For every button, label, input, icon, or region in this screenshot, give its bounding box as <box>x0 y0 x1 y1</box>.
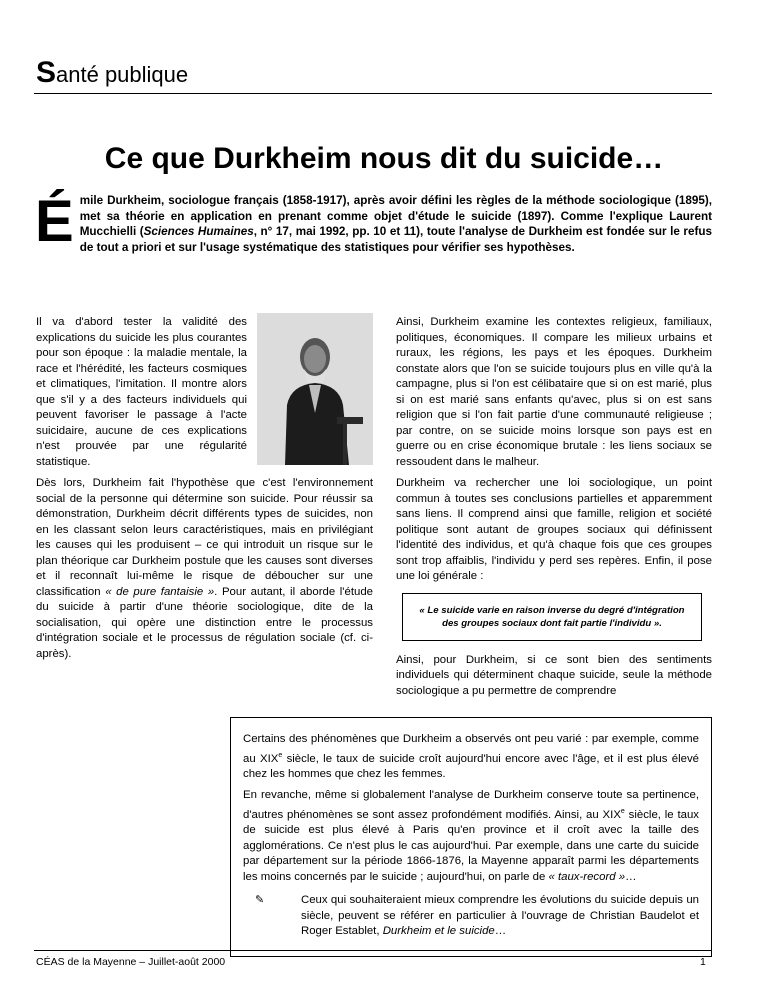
page-number: 1 <box>700 956 706 968</box>
portrait-image <box>257 313 373 465</box>
law-quote-box: « Le suicide varie en raison inverse du degré d'intégration des groupes sociaux dont fait partie l'individu ». <box>402 593 702 641</box>
drop-cap: É <box>35 189 74 254</box>
right-paragraph-1: Ainsi, Durkheim examine les contextes religieux, familiaux, politiques, économiques. Il compare les milieux urbains et ruraux, les régions, les pays et les époques. Durkheim constate alors que l'on se suicide toujours plus en ville qu'à la campagne, plus si l'on est célibataire que si on est marié, plus si on est marié sans enfants qu'avec, plus si on est sans religion que si l'on fait partie d'une communauté religieuse ; par contre, on se suicide moins lorsque son pays est en guerre ou en crise économique brutale : les liens sociaux se ressoudent dans le malheur. <box>396 316 712 468</box>
left-paragraph-2 <box>36 476 373 662</box>
header-rule <box>34 93 712 94</box>
lead-paragraph <box>35 189 712 255</box>
note-text-a: Ceux qui souhaiteraient mieux comprendre les évolutions du suicide depuis un siècle, peuvent se référer en particulier à l'ouvrage de Christian Baudelot et Roger Establet, <box>301 894 699 938</box>
box-p2-text-a: En revanche, même si globalement l'analyse de Durkheim conserve toute sa pertinence, d'autres phénomènes se sont assez profondément modifiés. Ainsi, au XIX <box>243 789 699 821</box>
section-header-rest: anté publique <box>56 62 189 87</box>
box-p2-text-c: … <box>625 870 637 883</box>
footer-rule <box>34 950 712 951</box>
note-book-title: Durkheim et le suicide <box>382 925 495 938</box>
right-column <box>396 315 712 705</box>
box-paragraph-2 <box>243 788 699 885</box>
pencil-icon: ✎ <box>255 894 265 907</box>
box-p1-text-b: siècle, le taux de suicide croît aujourd'hui encore avec l'âge, et il est plus élevé chez les hommes que chez les femmes. <box>243 752 700 780</box>
left-p2-text-b: . Pour autant, il aborde l'étude du suicide à partir d'une théorie sociologique, dite de la socialisation, qui opère une distinction entre le processus d'intégration sociale et le processus de régulation sociale (cf. ci-après). <box>36 585 373 660</box>
section-header-cap: S <box>36 56 57 89</box>
note-text-b: … <box>494 925 507 938</box>
reading-note-text <box>301 893 699 940</box>
right-paragraph-3: Ainsi, pour Durkheim, si ce sont bien des sentiments individuels qui déterminent chaque suicide, seule la méthode sociologique a pu permettre de comprendre <box>396 653 712 697</box>
left-paragraph-1: Il va d'abord tester la validité des explications du suicide les plus courantes pour son époque : la maladie mentale, la race et l'hérédité, les facteurs cosmiques et climatiques, l'imitation. Il montre alors que s'il y a des facteurs individuels qui peuvent favoriser le passage à l'acte suicidaire, aucune de ces explications n'est prouvée par une régularité statistique. <box>36 316 247 468</box>
left-p2-text-a: Dès lors, Durkheim fait l'hypothèse que c'est l'environnement social de la personne qui détermine son suicide. Pour réussir sa démonstration, Durkheim décrit différents types de suicides, non en les classant selon leurs caractéristiques, mais en privilégiant les causes qui les produisent – ce qui introduit un risque sur le plan théorique car Durkheim postule que les causes sont diverses et il reconnaît lui-même le risque de déboucher sur une classification <box>36 477 373 598</box>
info-box <box>230 717 712 957</box>
left-p2-quote: « de pure fantaisie » <box>105 585 215 598</box>
box-paragraph-1 <box>243 732 699 782</box>
box-p1-sup: e <box>278 751 283 759</box>
page-title: Ce que Durkheim nous dit du suicide… <box>104 142 664 175</box>
box-p2-sup: e <box>620 807 625 815</box>
box-p2-quote: « taux-record » <box>548 870 626 883</box>
lead-journal: Sciences Humaines <box>143 225 254 239</box>
footer-publisher: CÉAS de la Mayenne – Juillet-août 2000 <box>36 956 226 968</box>
reading-note <box>243 893 699 940</box>
lead-text: mile Durkheim, sociologue français (1858-1917), après avoir défini les règles de la méthode sociologique (1895), met sa théorie en application en prenant comme objet d'étude le suicide (1897). Comme l'explique Laurent Mucchielli ( <box>79 194 712 239</box>
durkheim-portrait <box>257 313 373 465</box>
box-p2-text-b: siècle, le taux de suicide est plus élevé à Paris qu'en province et il croît avec la taille des agglomérations. Ce n'est plus le cas aujourd'hui. Par exemple, dans une carte du suicide par département sur la période 1866-1876, la Mayenne apparaît parmi les départements les moins concernés par le suicide ; aujourd'hui, on parle de <box>243 808 699 883</box>
box-p1-text-a: Certains des phénomènes que Durkheim a observés ont peu varié : par exemple, comme au XIX <box>243 733 699 765</box>
section-header <box>36 56 188 90</box>
lead-text-after: , n° 17, mai 1992, pp. 10 et 11), toute l'analyse de Durkheim est fondée sur le refus de tout a priori et sur l'usage systématique des statistiques pour vérifier ses hypothèses. <box>79 225 712 254</box>
right-paragraph-2: Durkheim va rechercher une loi sociologique, un point commun à toutes ses conclusions partielles et apparemment sans liens. Il comprend ainsi que famille, religion et société politique sont autant de groupes sociaux qui définissent l'identité des individus, et qu'à chaque fois que ces groupes sont trop affaiblis, l'individu y perd ses repères. Enfin, il pose une loi générale : <box>396 477 712 582</box>
left-column <box>36 315 373 668</box>
